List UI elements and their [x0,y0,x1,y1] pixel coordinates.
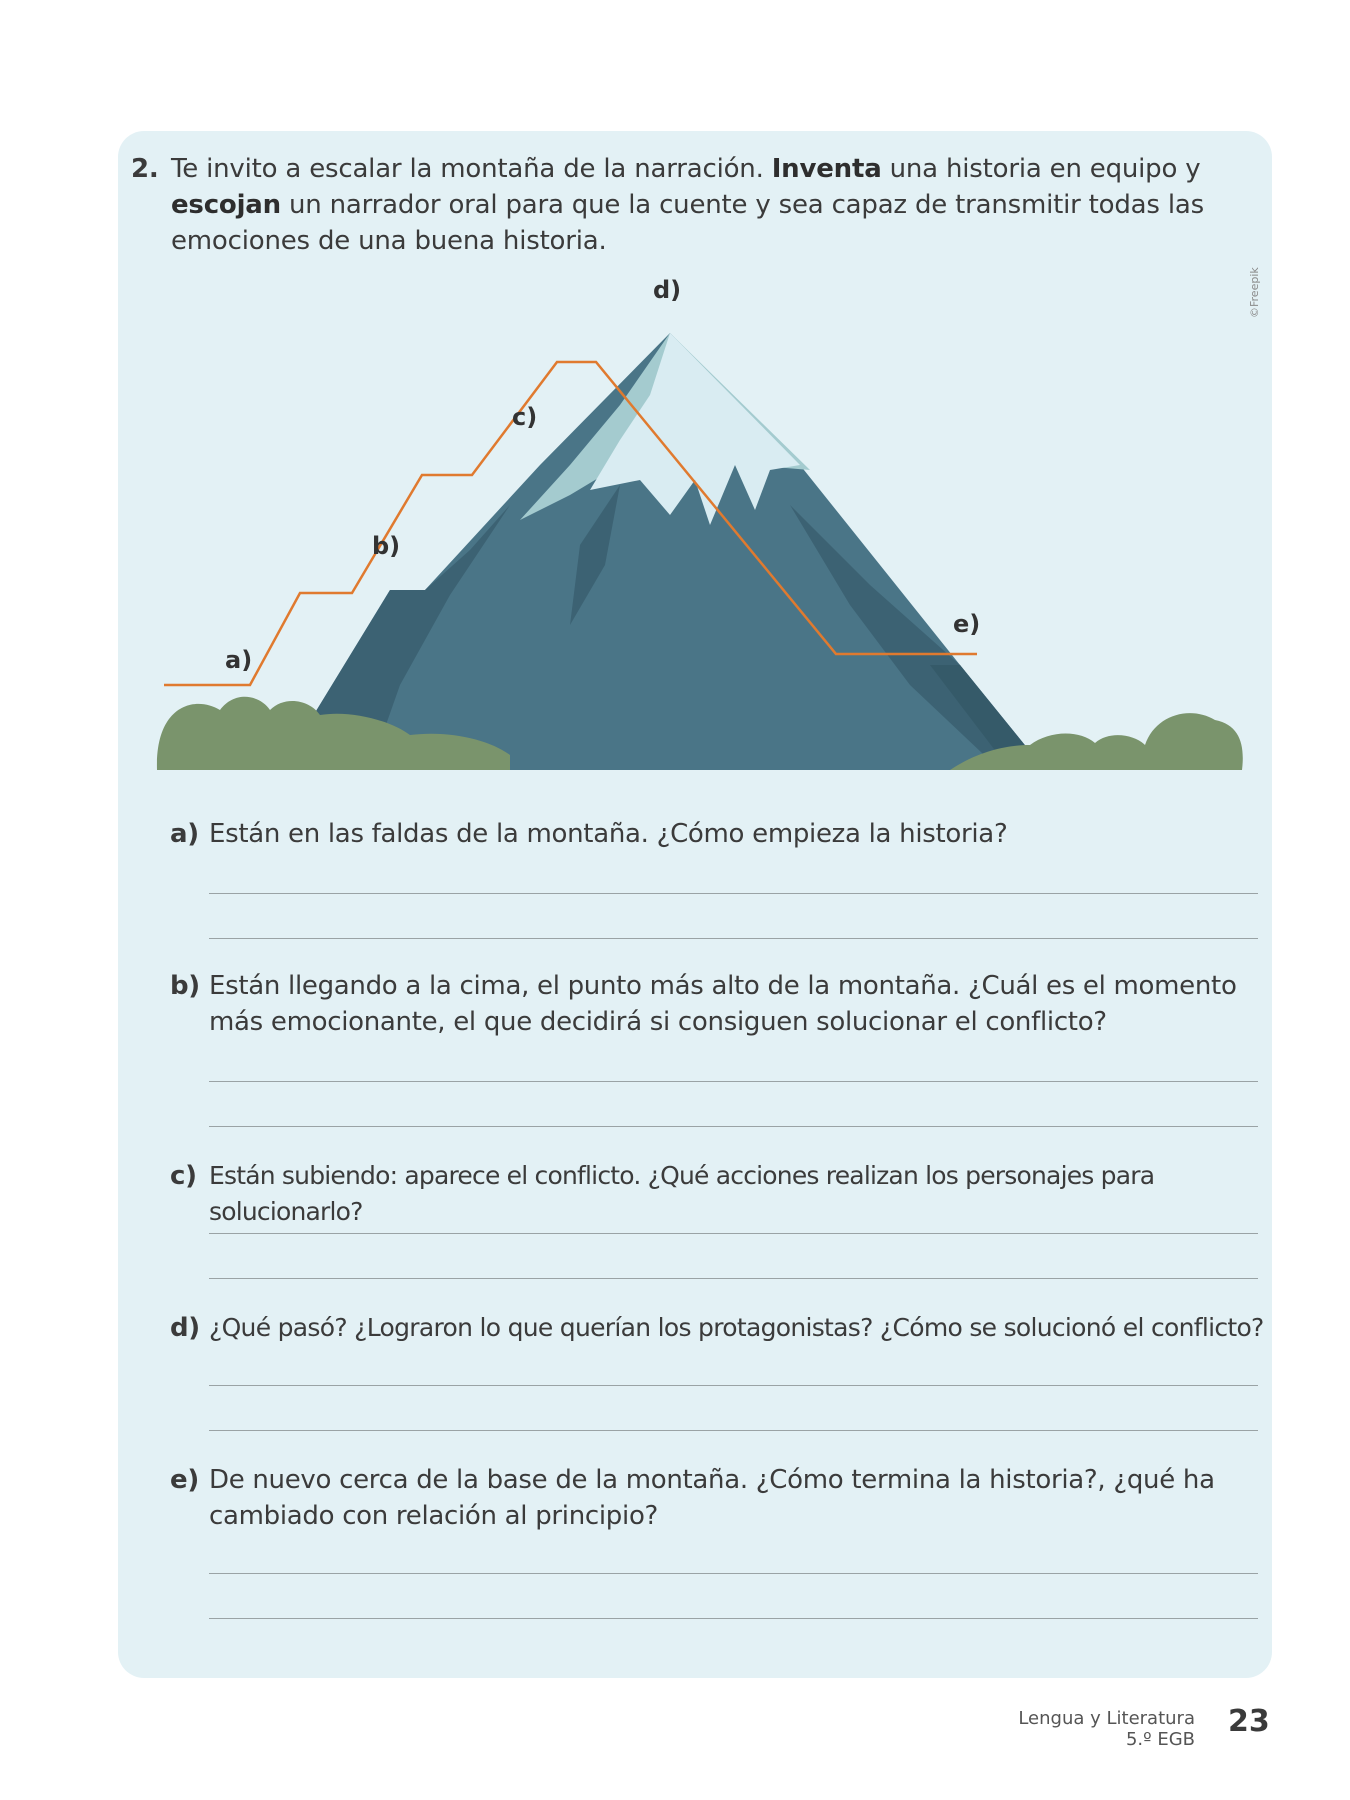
answer-line-c1[interactable] [209,1233,1258,1234]
question-d [170,1310,1270,1346]
question-text: Están llegando a la cima, el punto más alto de la montaña. ¿Cuál es el momento más emocionante, el que decidirá si consiguen solucionar el conflicto? [209,971,1237,1037]
footer-subject [1018,1708,1195,1750]
question-text: Están subiendo: aparece el conflicto. ¿Qué acciones realizan los personajes para solucionarlo? [209,1161,1155,1226]
answer-line-c2[interactable] [209,1278,1258,1279]
footer-subject-name: Lengua y Literatura [1018,1708,1195,1729]
question-letter: e) [170,1465,199,1495]
answer-line-b2[interactable] [209,1126,1258,1127]
question-letter: d) [170,1313,200,1343]
exercise-instructions [131,151,1271,259]
question-c [170,1158,1270,1230]
question-text: Están en las faldas de la montaña. ¿Cómo empieza la historia? [209,819,1008,849]
question-e [170,1462,1270,1534]
answer-line-a2[interactable] [209,938,1258,939]
answer-line-e1[interactable] [209,1573,1258,1574]
exercise-number: 2. [131,154,159,184]
mountain-label-a: a) [225,646,253,674]
answer-line-d2[interactable] [209,1430,1258,1431]
question-text: ¿Qué pasó? ¿Lograron lo que querían los protagonistas? ¿Cómo se solucionó el conflicto? [209,1313,1264,1342]
question-letter: b) [170,971,200,1001]
exercise-text: Te invito a escalar la montaña de la narración. Inventa una historia en equipo y escojan un narrador oral para que la cuente y sea capaz de transmitir todas las emociones de una buena historia. [171,154,1204,256]
question-b [170,968,1270,1040]
mountain-label-b: b) [372,532,401,560]
answer-line-b1[interactable] [209,1081,1258,1082]
mountain-label-c: c) [512,403,538,431]
answer-line-e2[interactable] [209,1618,1258,1619]
footer-grade: 5.º EGB [1125,1729,1195,1750]
answer-line-a1[interactable] [209,893,1258,894]
narrative-mountain-illustration [150,265,1260,775]
question-letter: a) [170,819,199,849]
answer-line-d1[interactable] [209,1385,1258,1386]
page-number: 23 [1228,1704,1270,1739]
question-letter: c) [170,1161,197,1191]
image-credit: ©Freepik [1248,267,1261,318]
question-text: De nuevo cerca de la base de la montaña. ¿Cómo termina la historia?, ¿qué ha cambiado con relación al principio? [209,1465,1215,1531]
mountain-label-d: d) [653,276,682,304]
mountain-label-e: e) [953,610,981,638]
question-a [170,816,1270,852]
